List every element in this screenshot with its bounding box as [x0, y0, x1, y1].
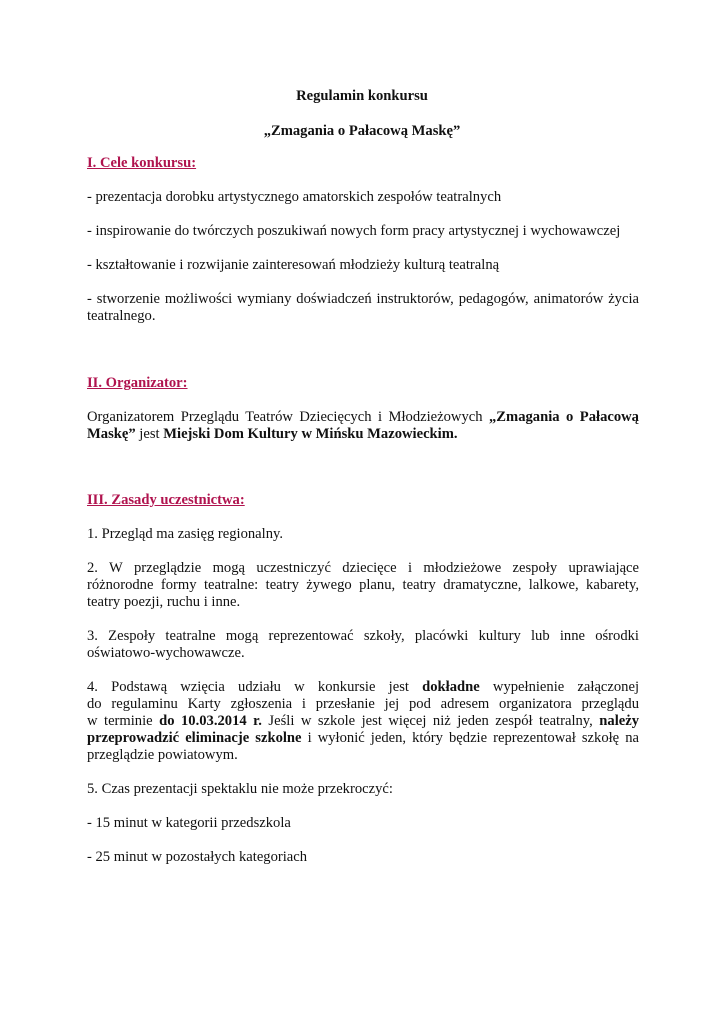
time-limit-item: - 15 minut w kategorii przedszkola: [87, 815, 291, 831]
rule-paragraph: przeglądzie powiatowym.: [87, 747, 238, 763]
organizer-text-line: [87, 409, 639, 426]
rule-text: i wyłonić jeden, który będzie reprezentował szkołę na: [301, 730, 639, 746]
rule-text: Jeśli w szkole jest więcej niż jeden zespół teatralny,: [261, 713, 600, 729]
section-heading-organizer: II. Organizator:: [87, 375, 188, 391]
organizer-text: Organizatorem Przeglądu Teatrów Dziecięcych i Młodzieżowych: [87, 409, 489, 425]
organizer-text-line: [87, 426, 639, 443]
rule-paragraph: 2. W przeglądzie mogą uczestniczyć dziecięce i młodzieżowe zespoły uprawiające: [87, 560, 639, 576]
contest-name: „Zmagania o Pałacową: [489, 409, 639, 425]
rule-paragraph-line: [87, 679, 639, 696]
goal-item: - prezentacja dorobku artystycznego amatorskich zespołów teatralnych: [87, 189, 502, 205]
rule-paragraph: różnorodne formy teatralne: teatry żywego planu, teatry dramatyczne, lalkowe, kabarety,: [87, 577, 639, 593]
rule-paragraph: oświatowo-wychowawcze.: [87, 645, 245, 661]
rule-text: wypełnienie załączonej: [479, 679, 639, 695]
goal-item: - stworzenie możliwości wymiany doświadczeń instruktorów, pedagogów, animatorów życia: [87, 291, 639, 307]
section-heading-goals: I. Cele konkursu:: [87, 155, 197, 171]
rule-paragraph: 3. Zespoły teatralne mogą reprezentować szkoły, placówki kultury lub inne ośrodki: [87, 628, 639, 644]
rule-paragraph: do regulaminu Karty zgłoszenia i przesłanie jej pod adresem organizatora przeglądu: [87, 696, 639, 712]
rule-emphasis: dokładne: [422, 679, 480, 695]
rule-emphasis: przeprowadzić eliminacje szkolne: [87, 730, 302, 746]
goal-item: - kształtowanie i rozwijanie zainteresowań młodzieży kulturą teatralną: [87, 257, 500, 273]
contest-name: Maskę”: [87, 426, 136, 442]
rule-emphasis: należy: [599, 713, 640, 729]
goal-item-continuation: teatralnego.: [87, 308, 156, 324]
time-limit-item: - 25 minut w pozostałych kategoriach: [87, 849, 308, 865]
document-title: Regulamin konkursu: [296, 88, 428, 104]
organizer-name: Miejski Dom Kultury w Mińsku Mazowieckim.: [163, 426, 458, 442]
rule-paragraph: 1. Przegląd ma zasięg regionalny.: [87, 526, 283, 542]
rule-text: 4. Podstawą wzięcia udziału w konkursie jest: [87, 679, 423, 695]
goal-item: - inspirowanie do twórczych poszukiwań nowych form pracy artystycznej i wychowawczej: [87, 223, 621, 239]
rule-paragraph-line: [87, 713, 639, 730]
rule-text: w terminie: [87, 713, 160, 729]
rule-paragraph: teatry poezji, ruchu i inne.: [87, 594, 241, 610]
deadline: do 10.03.2014 r.: [159, 713, 262, 729]
organizer-text: jest: [135, 426, 164, 442]
rule-paragraph: 5. Czas prezentacji spektaklu nie może przekroczyć:: [87, 781, 393, 797]
document-subtitle: „Zmagania o Pałacową Maskę”: [263, 123, 461, 139]
rule-paragraph-line: [87, 730, 639, 747]
section-heading-rules: III. Zasady uczestnictwa:: [87, 492, 245, 508]
